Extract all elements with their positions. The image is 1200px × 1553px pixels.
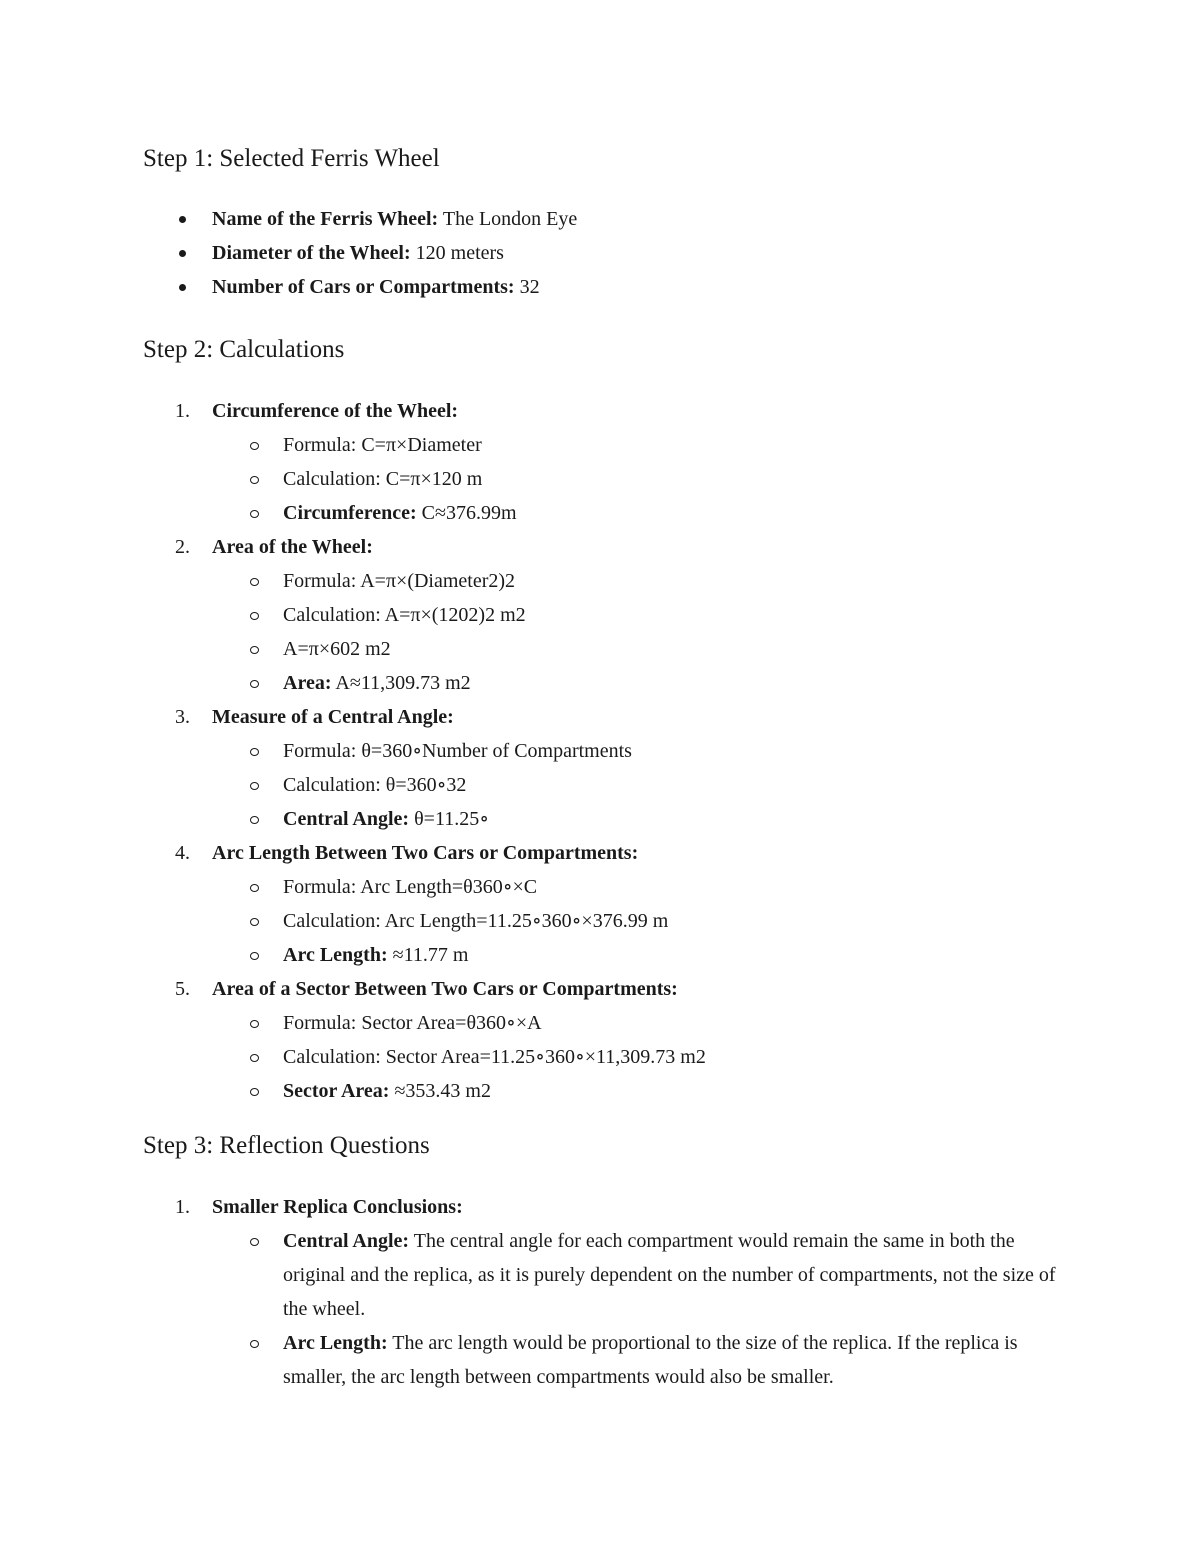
- bullet-icon: [179, 250, 186, 257]
- circle-bullet-icon: [250, 442, 259, 450]
- list-item: Sector Area: ≈353.43 m2: [143, 1074, 1080, 1108]
- list-item: Area: A≈11,309.73 m2: [143, 666, 1080, 700]
- list-item: 1. Circumference of the Wheel:: [175, 400, 459, 422]
- list-item: Formula: A=π×(Diameter2)2: [143, 564, 1080, 598]
- list-item: 4. Arc Length Between Two Cars or Compartments:: [175, 842, 639, 864]
- list-item: 2. Area of the Wheel:: [175, 536, 373, 558]
- circle-bullet-icon: [250, 510, 259, 518]
- circle-bullet-icon: [250, 680, 259, 688]
- bullet-icon: [179, 284, 186, 291]
- circle-bullet-icon: [250, 612, 259, 620]
- list-item: Formula: Sector Area=θ360∘×A: [143, 1006, 1080, 1040]
- step2-section: [143, 334, 1080, 366]
- circle-bullet-icon: [250, 816, 259, 824]
- circle-bullet-icon: [250, 646, 259, 654]
- circle-bullet-icon: [250, 1238, 259, 1246]
- list-item: 1. Smaller Replica Conclusions:: [175, 1196, 463, 1218]
- circle-bullet-icon: [250, 1020, 259, 1028]
- circle-bullet-icon: [250, 1088, 259, 1096]
- step1-heading: Step 1: Selected Ferris Wheel: [143, 145, 440, 172]
- circle-bullet-icon: [250, 578, 259, 586]
- step3-list: [143, 1190, 1080, 1394]
- step1-section: [143, 143, 1080, 175]
- list-item: Arc Length: The arc length would be proportional to the size of the replica. If the replica is smaller, the arc length between compartments would also be smaller.: [143, 1326, 1080, 1394]
- list-item: Number of Cars or Compartments: 32: [143, 270, 1080, 304]
- bullet-icon: [179, 216, 186, 223]
- list-item: Calculation: θ=360∘32: [143, 768, 1080, 802]
- list-item: Formula: C=π×Diameter: [143, 428, 1080, 462]
- list-item: Calculation: A=π×(1202)2 m2: [143, 598, 1080, 632]
- circle-bullet-icon: [250, 884, 259, 892]
- list-item: Circumference: C≈376.99m: [143, 496, 1080, 530]
- circle-bullet-icon: [250, 1054, 259, 1062]
- list-item: Calculation: Arc Length=11.25∘360∘×376.99 m: [143, 904, 1080, 938]
- step2-heading: Step 2: Calculations: [143, 336, 345, 363]
- list-item: Formula: Arc Length=θ360∘×C: [143, 870, 1080, 904]
- circle-bullet-icon: [250, 918, 259, 926]
- list-item: Arc Length: ≈11.77 m: [143, 938, 1080, 972]
- list-item: Central Angle: The central angle for each compartment would remain the same in both the original and the replica, as it is purely dependent on the number of compartments, not the size of the wheel.: [143, 1224, 1080, 1326]
- step1-list: [143, 202, 1080, 304]
- list-item: A=π×602 m2: [143, 632, 1080, 666]
- circle-bullet-icon: [250, 748, 259, 756]
- step3-section: [143, 1130, 1080, 1162]
- list-item: Calculation: C=π×120 m: [143, 462, 1080, 496]
- circle-bullet-icon: [250, 1340, 259, 1348]
- circle-bullet-icon: [250, 782, 259, 790]
- circle-bullet-icon: [250, 952, 259, 960]
- step3-heading: Step 3: Reflection Questions: [143, 1132, 430, 1159]
- list-item: Calculation: Sector Area=11.25∘360∘×11,309.73 m2: [143, 1040, 1080, 1074]
- circle-bullet-icon: [250, 476, 259, 484]
- step2-list: [143, 394, 1080, 1108]
- list-item: Central Angle: θ=11.25∘: [143, 802, 1080, 836]
- list-item: 5. Area of a Sector Between Two Cars or Compartments:: [175, 978, 678, 1000]
- list-item: Diameter of the Wheel: 120 meters: [143, 236, 1080, 270]
- list-item: Name of the Ferris Wheel: The London Eye: [143, 202, 1080, 236]
- list-item: 3. Measure of a Central Angle:: [175, 706, 454, 728]
- list-item: Formula: θ=360∘Number of Compartments: [143, 734, 1080, 768]
